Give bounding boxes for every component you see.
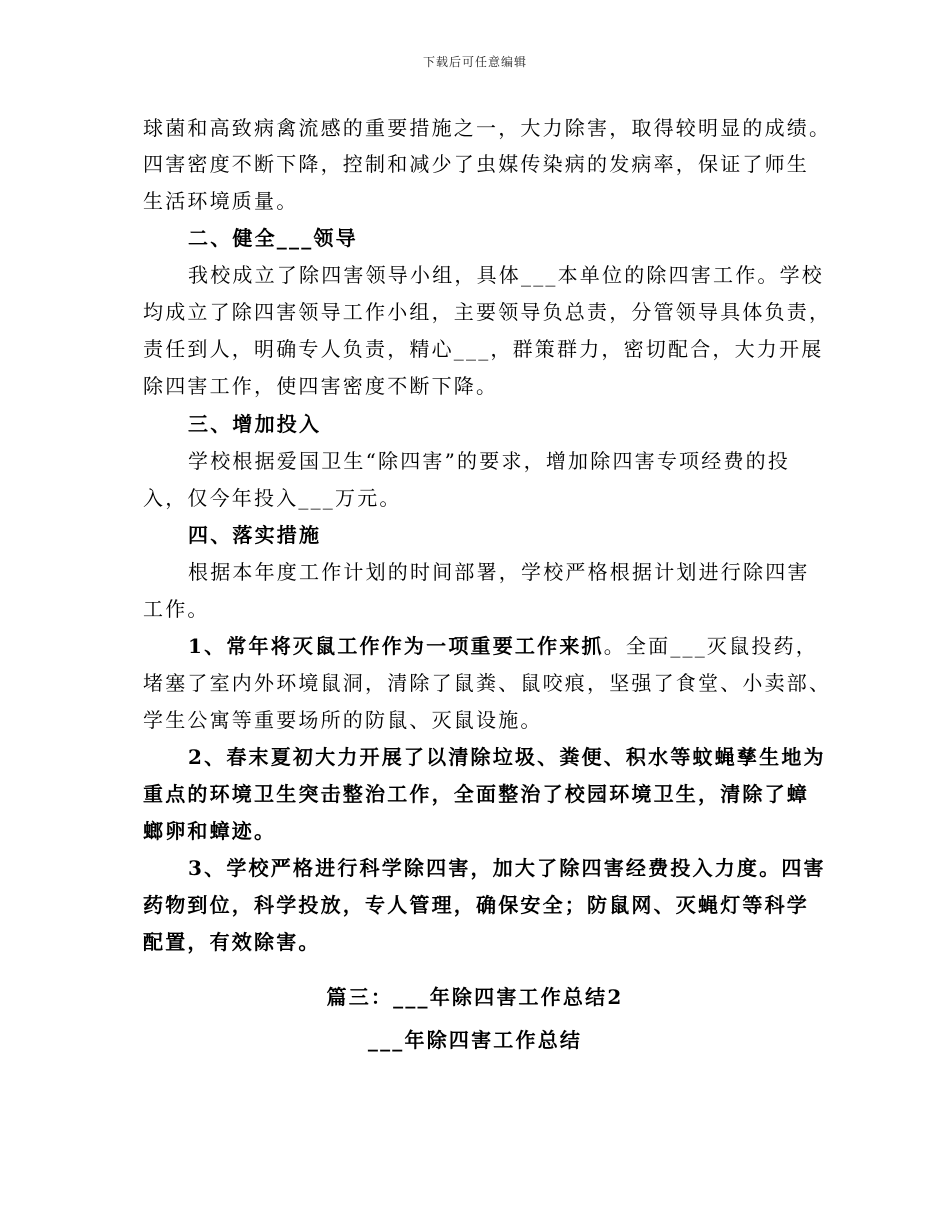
paragraph-line: 球菌和高致病禽流感的重要措施之一，大力除害，取得较明显的成绩。 (143, 116, 832, 140)
list-item-text: 。全面___灭鼠投药， (603, 634, 818, 658)
page-header: 下载后可任意编辑 (422, 55, 527, 69)
paragraph-line: 四害密度不断下降，控制和减少了虫媒传染病的发病率，保证了师生 (143, 152, 809, 176)
list-item-line: 堵塞了室内外环境鼠洞，清除了鼠粪、鼠咬痕，坚强了食堂、小卖部、 (143, 671, 832, 695)
paragraph-line: 除四害工作，使四害密度不断下降。 (143, 374, 499, 398)
section-heading: 三、增加投入 (188, 412, 322, 436)
paragraph-line: 我校成立了除四害领导小组，具体___本单位的除四害工作。学校 (188, 263, 824, 287)
list-item-line: 重点的环境卫生突击整治工作，全面整治了校园环境卫生，清除了蟑 (143, 782, 809, 806)
section-title: 篇三：___年除四害工作总结2 (326, 985, 624, 1009)
paragraph-line: 责任到人，明确专人负责，精心___，群策群力，密切配合，大力开展 (143, 337, 824, 361)
list-item-line: 3、学校严格进行科学除四害，加大了除四害经费投入力度。四害 (188, 856, 826, 880)
section-heading: 四、落实措施 (188, 523, 322, 547)
list-item-bold-text: 1、常年将灭鼠工作作为一项重要工作来抓 (188, 634, 604, 658)
paragraph-line: 学校根据爱国卫生“除四害”的要求，增加除四害专项经费的投 (188, 449, 791, 473)
paragraph-line: 生活环境质量。 (143, 189, 299, 213)
paragraph-line: 工作。 (143, 597, 210, 621)
paragraph-line: 根据本年度工作计划的时间部署，学校严格根据计划进行除四害 (188, 560, 810, 584)
list-item-line: 药物到位，科学投放，专人管理，确保安全；防鼠网、灭蝇灯等科学 (143, 893, 809, 917)
list-item-line: 2、春末夏初大力开展了以清除垃圾、粪便、积水等蚊蝇孳生地为 (188, 745, 826, 769)
section-heading: 二、健全___领导 (188, 226, 358, 250)
paragraph-line: 均成立了除四害领导工作小组，主要领导负总责，分管领导具体负责， (143, 300, 832, 324)
list-item-line: 螂卵和蟑迹。 (143, 819, 277, 843)
document-title: ___年除四害工作总结 (367, 1028, 583, 1052)
list-item-line (188, 632, 818, 660)
paragraph-line: 入，仅今年投入___万元。 (143, 486, 402, 510)
list-item-line: 学生公寓等重要场所的防鼠、灭鼠设施。 (143, 708, 543, 732)
list-item-line: 配置，有效除害。 (143, 930, 321, 954)
